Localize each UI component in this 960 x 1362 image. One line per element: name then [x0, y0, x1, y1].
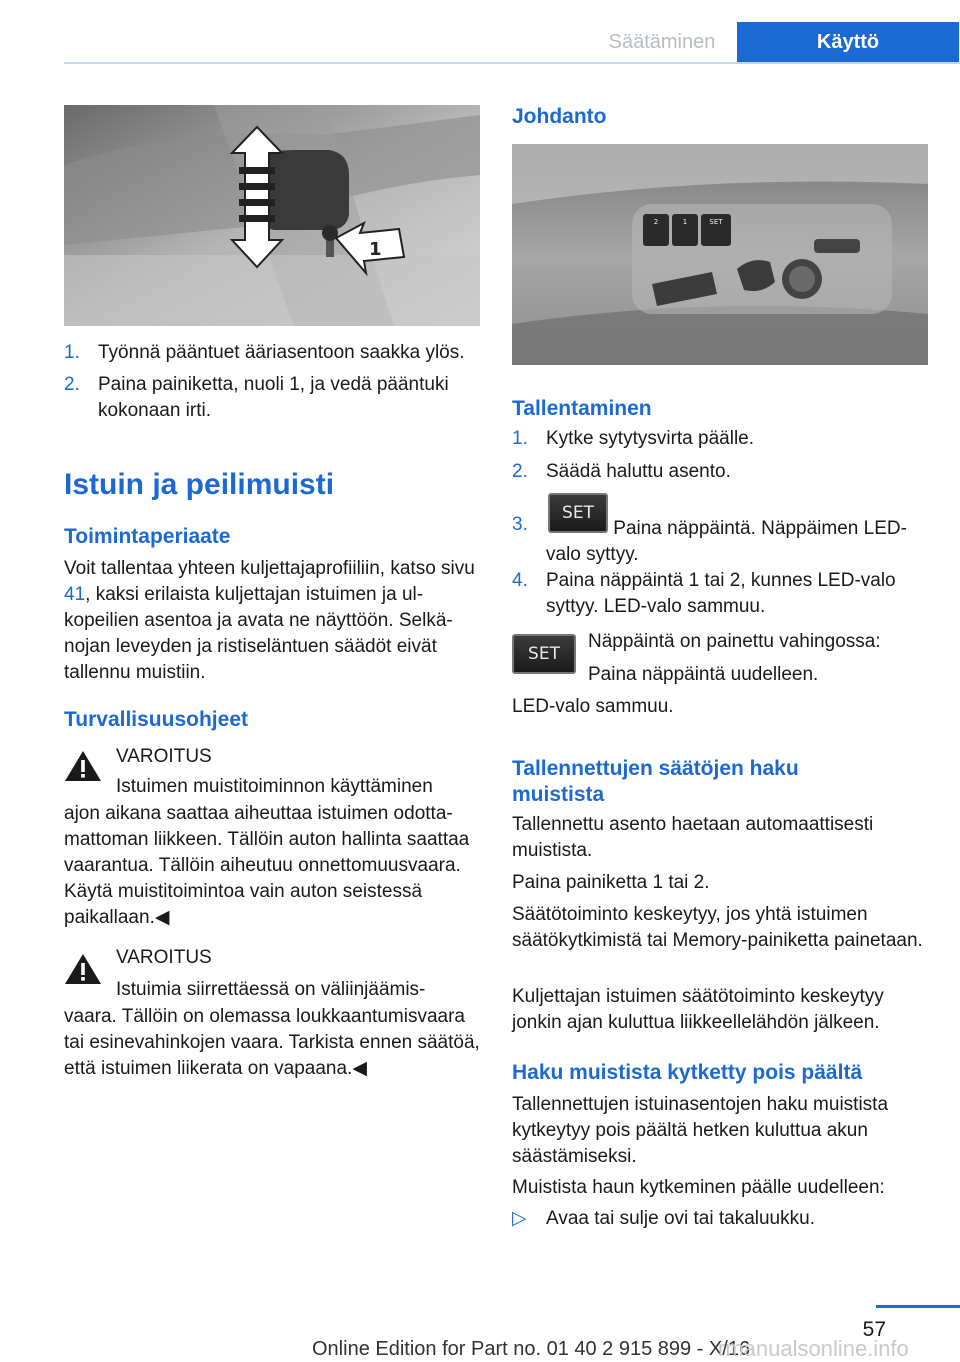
off-text-1: Tallennettujen istuinasentojen haku muistista kytkeytyy pois päältä hetken kuluttua akun säästämiseksi. [512, 1094, 889, 1167]
recall-text-4: Kuljettajan istuimen säätötoiminto keskeytyy jonkin ajan kuluttua liikkeellelähdön jälkeen. [512, 986, 884, 1033]
list-item: 1. Kytke sytytysvirta päälle. [512, 428, 755, 449]
recall-text-1: Tallennettu asento haetaan automaattisesti muistista. [512, 814, 874, 861]
list-item: 3. Paina näppäintä. Näppäimen LED-valo syttyy. [512, 514, 907, 565]
set-button-icon: SET [548, 493, 608, 533]
page-link[interactable]: 41 [64, 584, 86, 605]
off-text-2: Muistista haun kytkeminen päälle uudelleen: [512, 1177, 885, 1198]
bullet-item: ▷ Avaa tai sulje ovi tai takaluukku. [512, 1206, 928, 1232]
warning-label: VAROITUS [116, 947, 212, 968]
watermark: rmanualsonline.info [718, 1336, 909, 1361]
principle-title: Toimintaperiaate [64, 525, 231, 548]
set-button-icon: SET [512, 634, 576, 674]
footer-rule [876, 1305, 960, 1308]
warning-body: ajon aikana saattaa aiheuttaa istuimen odottamattoman liikkeen. Tällöin auton hallinta saattaa vaarantua. Tällöin aiheutuu onnettomuusvaara. Käytä muistitoimintoa vain auton seistessä paikallaan.◀ [64, 803, 470, 928]
recall-text-3: Säätötoiminto keskeytyy, jos yhtä istuimen säätökytkimistä tai Memory-painiketta painetaan. [512, 904, 923, 951]
recall-text-2: Paina painiketta 1 tai 2. [512, 872, 710, 893]
header-section-tab: Säätäminen [608, 30, 716, 53]
removal-steps [64, 340, 480, 424]
section-heading: Istuin ja peilimuisti [64, 468, 335, 501]
list-item: 2. Paina painiketta, nuoli 1, ja vedä pääntuki kokonaan irti. [64, 374, 449, 421]
warning-label: VAROITUS [116, 746, 212, 767]
headrest-photo [64, 105, 480, 326]
principle-text: Voit tallentaa yhteen kuljettajaprofiiliin, katso sivu 41, kaksi erilaista kuljettajan istuimen ja ulkopeilien asentoa ja avata ne näyttöön. Selkänojan leveyden ja ristiseläntuen säädöt eivät tallennu muistiin. [64, 558, 475, 683]
warning-subtitle: Istuimia siirrettäessä on väliinjäämis- [116, 979, 426, 1000]
warning-subtitle: Istuimen muistitoiminnon käyttäminen [116, 776, 433, 797]
saving-title: Tallentaminen [512, 397, 652, 420]
warning-triangle-icon [64, 750, 102, 782]
seat-controls-photo [512, 144, 928, 365]
saving-step-4 [512, 568, 928, 620]
svg-text:1: 1 [369, 239, 382, 260]
saving-steps [512, 426, 928, 485]
header-divider [64, 62, 960, 64]
list-item: 2. Säädä haluttu asento. [512, 461, 731, 482]
intro-title: Johdanto [512, 105, 607, 128]
off-title: Haku muistista kytketty pois päältä [512, 1061, 863, 1084]
set-button-label: SET [709, 218, 723, 226]
memory-button-1-label: 1 [682, 218, 688, 226]
warning-body: vaara. Tällöin on olemassa loukkaantumisvaara tai esinevahinkojen vaara. Tarkista ennen säätöä, että istuimen liikerata on vapaana.◀ [64, 1006, 480, 1079]
header-chapter-tab: Käyttö [737, 22, 959, 62]
triangle-bullet-icon: ▷ [512, 1208, 527, 1229]
list-item: 4. Paina näppäintä 1 tai 2, kunnes LED-valo syttyy. LED-valo sammuu. [512, 570, 896, 617]
edition-note: Online Edition for Part no. 01 40 2 915 899 - X/16 [312, 1338, 751, 1360]
note-line-1: Näppäintä on painettu vahingossa: [588, 631, 881, 652]
warning-triangle-icon [64, 953, 102, 985]
after-note: LED-valo sammuu. [512, 696, 674, 717]
list-item: 1. Työnnä pääntuet ääriasentoon saakka ylös. [64, 342, 465, 363]
memory-button-2-label: 2 [653, 218, 659, 226]
note-line-2: Paina näppäintä uudelleen. [588, 664, 819, 685]
page-number: 57 [862, 1318, 886, 1341]
safety-title: Turvallisuusohjeet [64, 708, 248, 731]
recall-title: Tallennettujen säätöjen haku muistista [512, 757, 799, 806]
